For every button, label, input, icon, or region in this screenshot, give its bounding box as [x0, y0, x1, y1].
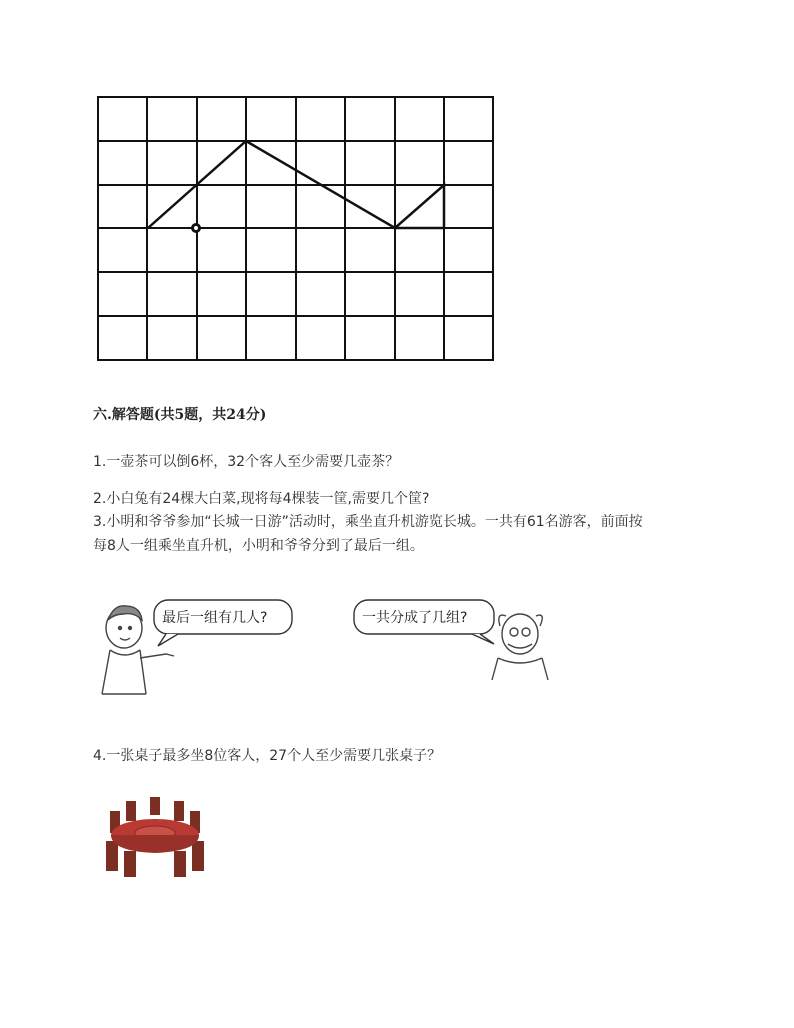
grid-svg	[96, 95, 496, 363]
grid-figure	[96, 95, 496, 367]
table-svg	[96, 795, 214, 879]
speech-illustration	[96, 590, 566, 704]
grandpa-figure	[492, 614, 548, 680]
question-3-line-2: 每8人一组乘坐直升机，小明和爷爷分到了最后一组。	[93, 538, 424, 554]
question-3-line-1: 3.小明和爷爷参加“长城一日游”活动时，乘坐直升机游览长城。一共有61名游客，前面按	[93, 514, 643, 530]
boy-speech-text: 最后一组有几人?	[162, 610, 268, 626]
grandpa-speech-text: 一共分成了几组?	[362, 610, 468, 626]
rotation-point-icon	[191, 223, 201, 233]
table-skirt	[111, 835, 199, 853]
question-2: 2.小白兔有24棵大白菜,现将每4棵装一筐,需要几个筐?	[93, 491, 430, 507]
speech-svg	[96, 590, 566, 700]
round-table-image	[96, 795, 214, 883]
question-1: 1.一壶茶可以倒6杯，32个客人至少需要几壶茶？	[93, 454, 400, 470]
section-heading: 六.解答题(共5题，共24分)	[93, 407, 267, 423]
question-4: 4.一张桌子最多坐8位客人，27个人至少需要几张桌子？	[93, 748, 442, 764]
